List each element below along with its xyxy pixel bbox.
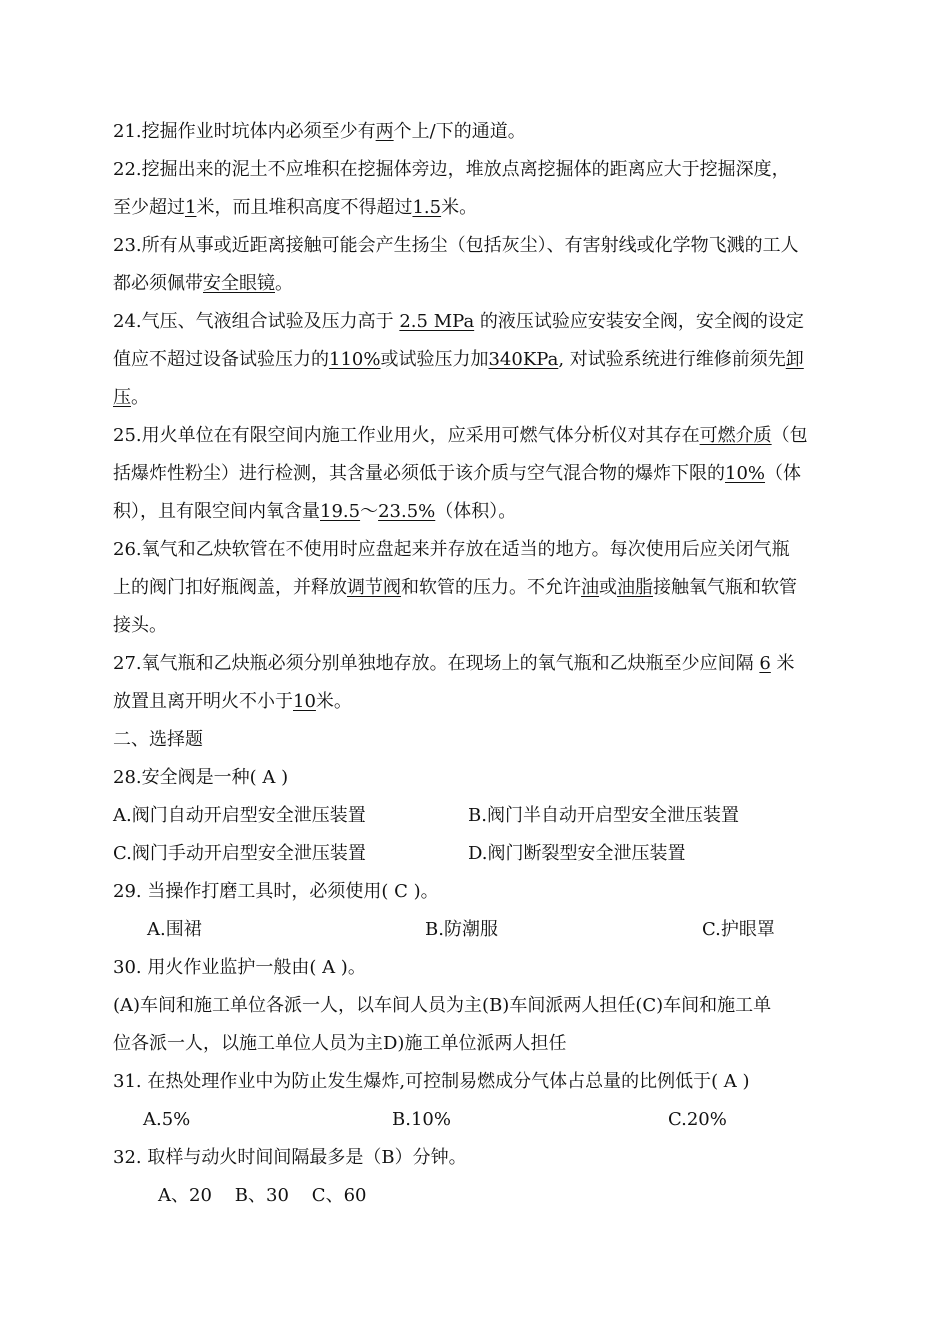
q30-options-line1: (A)车间和施工单位各派一人，以车间人员为主(B)车间派两人担任(C)车间和施工单: [113, 995, 772, 1016]
q21-line1: 21.挖掘作业时坑体内必须至少有两个上/下的通道。: [113, 121, 526, 142]
q26-line2: 上的阀门扣好瓶阀盖，并释放调节阀和软管的压力。不允许油或油脂接触氧气瓶和软管: [113, 577, 797, 598]
q25-line3: 积），且有限空间内氧含量19.5～23.5%（体积）。: [113, 501, 517, 522]
q27-line1: 27.氧气瓶和乙炔瓶必须分别单独地存放。在现场上的氧气瓶和乙炔瓶至少应间隔 6 米: [113, 653, 795, 674]
q23-line2: 都必须佩带安全眼镜。: [113, 273, 293, 294]
answer-blank: 1.5: [412, 197, 442, 218]
q31-option-a: A.5%: [143, 1109, 191, 1130]
answer-blank: 压: [113, 387, 131, 408]
section-heading: 二、选择题: [113, 729, 203, 750]
q30-stem: 30. 用火作业监护一般由( A )。: [113, 957, 366, 978]
answer-blank: 340KPa: [488, 349, 559, 370]
q29-option-a: A.围裙: [147, 919, 202, 940]
answer-blank: 可燃介质: [699, 425, 772, 446]
q24-line3: 压。: [113, 387, 149, 408]
q22-line2: 至少超过1米，而且堆积高度不得超过1.5米。: [113, 197, 478, 218]
q32-options: A、20 B、30 C、60: [158, 1185, 367, 1206]
answer-blank: 10%: [725, 463, 766, 484]
q26-line3: 接头。: [113, 615, 167, 636]
q31-option-c: C.20%: [668, 1109, 727, 1130]
q28-option-a: A.阀门自动开启型安全泄压装置: [113, 805, 366, 826]
q28-stem: 28.安全阀是一种( A ): [113, 767, 289, 788]
q30-options-line2: 位各派一人，以施工单位人员为主D)施工单位派两人担任: [113, 1033, 567, 1054]
q27-line2: 放置且离开明火不小于10米。: [113, 691, 352, 712]
q24-line2: 值应不超过设备试验压力的110%或试验压力加340KPa, 对试验系统进行维修前须先卸: [113, 349, 804, 370]
q29-option-c: C.护眼罩: [702, 919, 775, 940]
answer-blank: 两: [375, 121, 394, 142]
answer-blank: 19.5: [320, 501, 361, 522]
q28-option-d: D.阀门断裂型安全泄压装置: [468, 843, 686, 864]
answer-blank: 23.5%: [378, 501, 436, 522]
q31-option-b: B.10%: [392, 1109, 451, 1130]
q28-option-c: C.阀门手动开启型安全泄压装置: [113, 843, 366, 864]
answer-blank: 6: [759, 653, 771, 674]
answer-blank: 安全眼镜: [203, 273, 275, 294]
answer-blank: 油: [581, 577, 599, 598]
q26-line1: 26.氧气和乙炔软管在不使用时应盘起来并存放在适当的地方。每次使用后应关闭气瓶: [113, 539, 790, 560]
q22-line1: 22.挖掘出来的泥土不应堆积在挖掘体旁边，堆放点离挖掘体的距离应大于挖掘深度，: [113, 159, 790, 180]
answer-blank: 油脂: [617, 577, 653, 598]
q25-line1: 25.用火单位在有限空间内施工作业用火，应采用可燃气体分析仪对其存在可燃介质（包: [113, 425, 808, 446]
q28-option-b: B.阀门半自动开启型安全泄压装置: [468, 805, 739, 826]
answer-blank: 调节阀: [347, 577, 401, 598]
answer-blank: 110%: [329, 349, 381, 370]
q32-stem: 32. 取样与动火时间间隔最多是（B）分钟。: [113, 1147, 467, 1168]
q29-option-b: B.防潮服: [425, 919, 498, 940]
q29-stem: 29. 当操作打磨工具时，必须使用( C )。: [113, 881, 439, 902]
q25-line2: 括爆炸性粉尘）进行检测，其含量必须低于该介质与空气混合物的爆炸下限的10%（体: [113, 463, 802, 484]
q23-line1: 23.所有从事或近距离接触可能会产生扬尘（包括灰尘）、有害射线或化学物飞溅的工人: [113, 235, 799, 256]
q24-line1: 24.气压、气液组合试验及压力高于 2.5 MPa 的液压试验应安装安全阀，安全阀的设定: [113, 311, 804, 332]
answer-blank: 卸: [785, 349, 804, 370]
answer-blank: 2.5 MPa: [399, 311, 475, 332]
q31-stem: 31. 在热处理作业中为防止发生爆炸,可控制易燃成分气体占总量的比例低于( A ): [113, 1071, 750, 1092]
answer-blank: 10: [293, 691, 316, 712]
answer-blank: 1: [185, 197, 197, 218]
